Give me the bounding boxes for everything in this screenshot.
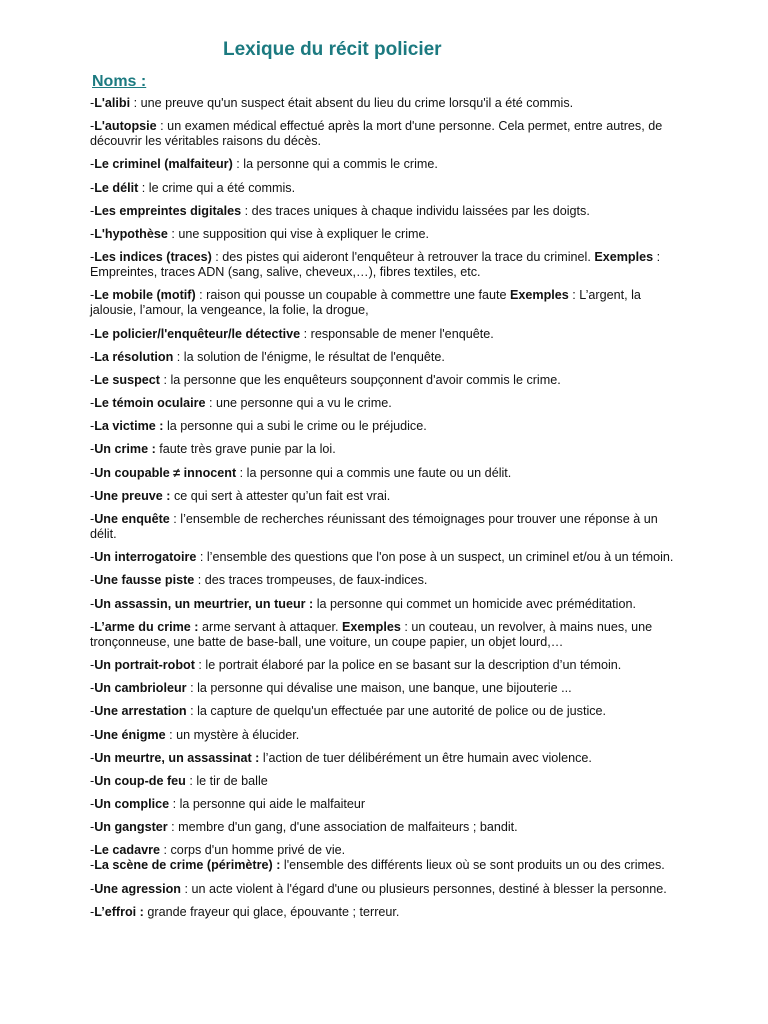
entry-term: Les indices (traces): [94, 250, 212, 265]
entry-definition: : des traces uniques à chaque individu laissées par les doigts.: [241, 203, 590, 218]
entry-term: Une énigme: [94, 727, 166, 742]
entry-definition: : l’ensemble des questions que l'on pose à un suspect, un criminel et/ou à un témoin.: [196, 550, 674, 565]
entry-definition: : raison qui pousse un coupable à commettre une faute Exemples : L’argent, la jalousie, l’amour, la vengeance, la folie, la drogue,: [90, 288, 641, 318]
lexicon-entry: -Un gangster : membre d'un gang, d'une association de malfaiteurs ; bandit.: [90, 820, 518, 835]
entry-term: Un meurtre, un assassinat :: [94, 750, 260, 765]
entry-definition: l’action de tuer délibérément un être humain avec violence.: [259, 750, 592, 765]
entry-definition: grande frayeur qui glace, épouvante ; terreur.: [143, 904, 400, 919]
entry-definition: : une supposition qui vise à expliquer le crime.: [167, 226, 429, 241]
lexicon-entry: -Les indices (traces) : des pistes qui aideront l'enquêteur à retrouver la trace du criminel. Exemples : Empreintes, traces ADN (sang, salive, cheveux,…), fibres textiles, etc.: [90, 250, 661, 280]
entry-term: La scène de crime (périmètre) :: [94, 858, 281, 873]
lexicon-entry: -Le policier/l'enquêteur/le détective : responsable de mener l'enquête.: [90, 326, 494, 341]
lexicon-entry: -Le cadavre : corps d'un homme privé de vie.: [90, 843, 346, 858]
entry-definition: : la personne qui aide le malfaiteur: [169, 797, 366, 812]
entry-term: La résolution: [94, 349, 174, 364]
entry-term: Le cadavre: [94, 843, 161, 858]
lexicon-entry: -Les empreintes digitales : des traces uniques à chaque individu laissées par les doigts.: [90, 203, 590, 218]
lexicon-entry: -Le suspect : la personne que les enquêteurs soupçonnent d'avoir commis le crime.: [90, 372, 561, 387]
entry-definition: : l’ensemble de recherches réunissant des témoignages pour trouver une réponse à un délit.: [90, 512, 658, 541]
entry-definition: : le portrait élaboré par la police en se basant sur la description d’un témoin.: [194, 657, 622, 672]
entry-definition: : membre d'un gang, d'une association de malfaiteurs ; bandit.: [167, 820, 518, 835]
entry-definition: : la personne que les enquêteurs soupçonnent d'avoir commis le crime.: [160, 372, 561, 387]
lexicon-entry: -Un complice : la personne qui aide le malfaiteur: [90, 797, 366, 812]
entry-definition: : un mystère à élucider.: [165, 727, 300, 742]
entry-definition: : responsable de mener l'enquête.: [300, 326, 494, 341]
entry-term: L’effroi :: [94, 904, 144, 919]
lexicon-entry: -Un interrogatoire : l’ensemble des questions que l'on pose à un suspect, un criminel et/ou à un témoin.: [90, 550, 674, 565]
entry-term: Le témoin oculaire: [94, 396, 206, 411]
lexicon-entry: -Le délit : le crime qui a été commis.: [90, 180, 296, 195]
entry-term: Un interrogatoire: [94, 550, 197, 565]
entry-term: L'autopsie: [94, 119, 157, 134]
entry-term: Un portrait-robot: [94, 657, 195, 672]
entry-term: L’arme du crime :: [94, 619, 199, 634]
entry-definition: l'ensemble des différents lieux où se sont produits un ou des crimes.: [280, 858, 665, 873]
entry-definition: arme servant à attaquer. Exemples : un couteau, un revolver, à mains nues, une tronçonneuse, une batte de base-ball, une voiture, un coupe papier, un objet lourd,…: [90, 619, 653, 649]
entry-definition: : un acte violent à l'égard d'une ou plusieurs personnes, destiné à blesser la personne.: [181, 881, 667, 896]
entry-term: Un coup-de feu: [94, 773, 186, 788]
lexicon-entry: -L’effroi : grande frayeur qui glace, épouvante ; terreur.: [90, 904, 400, 919]
entry-term: Une agression: [94, 881, 181, 896]
entry-term: Une arrestation: [94, 704, 187, 719]
entry-term: Les empreintes digitales: [94, 203, 242, 218]
section-heading-nouns: Noms :: [92, 73, 147, 90]
entry-term: Le mobile (motif): [94, 288, 196, 303]
entry-definition: : la personne qui a commis une faute ou un délit.: [236, 465, 512, 480]
entry-definition: faute très grave punie par la loi.: [155, 442, 336, 457]
lexicon-entry: -Une fausse piste : des traces trompeuses, de faux-indices.: [90, 573, 428, 588]
document-title: Lexique du récit policier: [223, 39, 442, 60]
entry-definition: la personne qui a subi le crime ou le préjudice.: [163, 419, 427, 434]
lexicon-entry: -Un crime : faute très grave punie par la loi.: [90, 442, 336, 457]
entry-term: Le policier/l'enquêteur/le détective: [94, 326, 301, 341]
entry-definition: la personne qui commet un homicide avec préméditation.: [313, 596, 636, 611]
lexicon-entry: -La victime : la personne qui a subi le crime ou le préjudice.: [90, 419, 427, 434]
lexicon-entry: -Un assassin, un meurtrier, un tueur : la personne qui commet un homicide avec préméditation.: [90, 596, 636, 611]
entry-term: Le criminel (malfaiteur): [94, 157, 233, 172]
lexicon-entry: -Un coupable ≠ innocent : la personne qui a commis une faute ou un délit.: [90, 465, 512, 480]
lexicon-entry: -Une preuve : ce qui sert à attester qu’un fait est vrai.: [90, 488, 391, 503]
entry-term: Le suspect: [94, 372, 160, 387]
entry-term: Un gangster: [94, 820, 168, 835]
lexicon-entry: -Le mobile (motif) : raison qui pousse un coupable à commettre une faute Exemples : L’argent, la jalousie, l’amour, la vengeance, la folie, la drogue,: [90, 288, 641, 318]
entry-term: Un complice: [94, 797, 170, 812]
entry-term: La victime :: [94, 419, 164, 434]
lexicon-entry: -La résolution : la solution de l'énigme, le résultat de l'enquête.: [90, 349, 445, 364]
entry-term: L'hypothèse: [94, 226, 168, 241]
entry-definition: : une personne qui a vu le crime.: [205, 396, 392, 411]
entry-term: Une fausse piste: [94, 573, 195, 588]
entry-definition: : le tir de balle: [185, 773, 268, 788]
lexicon-list: [90, 96, 682, 920]
entry-term: Un coupable ≠ innocent: [94, 465, 237, 480]
entry-term: Une enquête: [94, 512, 170, 526]
entry-definition: : la personne qui dévalise une maison, une banque, une bijouterie ...: [186, 681, 572, 696]
entry-definition: : des pistes qui aideront l'enquêteur à retrouver la trace du criminel. Exemples : Empreintes, traces ADN (sang, salive, cheveux,…), fibres textiles, etc.: [90, 250, 661, 280]
lexicon-entry: -Un portrait-robot : le portrait élaboré par la police en se basant sur la description d’un témoin.: [90, 657, 622, 672]
lexicon-entry: -Une enquête : l’ensemble de recherches réunissant des témoignages pour trouver une réponse à un délit.: [90, 512, 658, 541]
lexicon-entry: -L'alibi : une preuve qu'un suspect était absent du lieu du crime lorsqu'il a été commis.: [90, 96, 574, 110]
entry-definition: : corps d'un homme privé de vie.: [160, 843, 346, 858]
lexicon-entry: -La scène de crime (périmètre) : l'ensemble des différents lieux où se sont produits un ou des crimes.: [90, 858, 665, 873]
lexicon-entry: -Une énigme : un mystère à élucider.: [90, 727, 300, 742]
lexicon-entry: -L'autopsie : un examen médical effectué après la mort d'une personne. Cela permet, entre autres, de découvrir les véritables raisons du décès.: [90, 119, 663, 149]
lexicon-entry: -Un cambrioleur : la personne qui dévalise une maison, une banque, une bijouterie ...: [90, 681, 572, 696]
entry-term: Une preuve :: [94, 488, 171, 503]
entry-definition: : une preuve qu'un suspect était absent du lieu du crime lorsqu'il a été commis.: [130, 96, 574, 110]
entry-term: Un cambrioleur: [94, 681, 187, 696]
entry-definition: : la personne qui a commis le crime.: [232, 157, 438, 172]
lexicon-entry: -Une arrestation : la capture de quelqu'un effectuée par une autorité de police ou de justice.: [90, 704, 607, 719]
entry-definition: : un examen médical effectué après la mort d'une personne. Cela permet, entre autres, de découvrir les véritables raisons du décès.: [90, 119, 663, 149]
entry-definition: : la capture de quelqu'un effectuée par une autorité de police ou de justice.: [186, 704, 607, 719]
lexicon-entry: -Un meurtre, un assassinat : l’action de tuer délibérément un être humain avec violence.: [90, 750, 592, 765]
lexicon-entry: -Le témoin oculaire : une personne qui a vu le crime.: [90, 396, 392, 411]
lexicon-entry: -Une agression : un acte violent à l'égard d'une ou plusieurs personnes, destiné à blesser la personne.: [90, 881, 667, 896]
lexicon-entry: -Le criminel (malfaiteur) : la personne qui a commis le crime.: [90, 157, 438, 172]
entry-term: L'alibi: [94, 96, 131, 110]
lexicon-entry: -Un coup-de feu : le tir de balle: [90, 773, 268, 788]
entry-definition: : des traces trompeuses, de faux-indices.: [194, 573, 428, 588]
lexicon-entry: -L’arme du crime : arme servant à attaquer. Exemples : un couteau, un revolver, à mains nues, une tronçonneuse, une batte de base-ball, une voiture, un coupe papier, un objet lourd,…: [90, 619, 653, 649]
entry-definition: ce qui sert à attester qu’un fait est vrai.: [170, 488, 391, 503]
entry-term: Un crime :: [94, 442, 156, 457]
entry-definition: : la solution de l'énigme, le résultat de l'enquête.: [173, 349, 445, 364]
lexicon-entry: -L'hypothèse : une supposition qui vise à expliquer le crime.: [90, 226, 429, 241]
entry-definition: : le crime qui a été commis.: [138, 180, 296, 195]
entry-term: Un assassin, un meurtrier, un tueur :: [94, 596, 314, 611]
entry-term: Le délit: [94, 180, 139, 195]
